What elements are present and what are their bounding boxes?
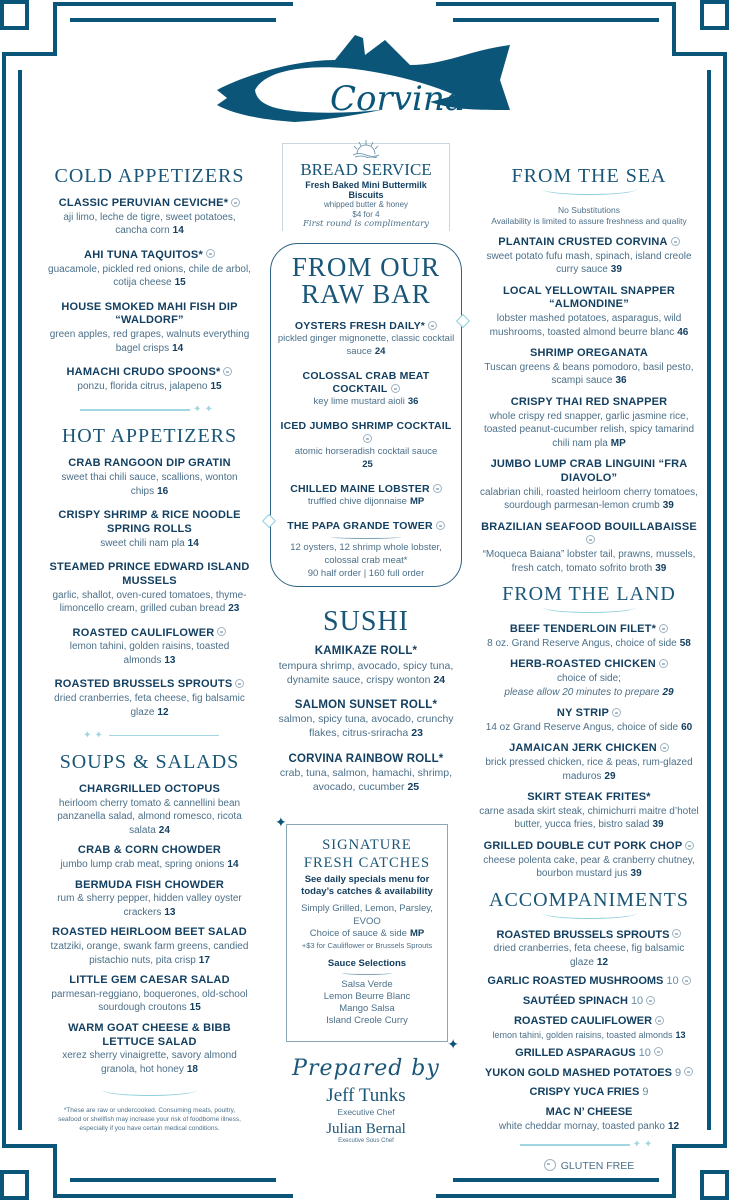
menu-item xyxy=(47,457,252,498)
item-desc: brick pressed chicken, rice & peas, rum-glazed maduros xyxy=(485,757,693,782)
section-title-signature: SIGNATURE FRESH CATCHES xyxy=(303,837,431,871)
menu-item xyxy=(47,561,252,616)
preparation: Simply Grilled, Lemon, Parsley, EVOO xyxy=(301,902,433,927)
frame-line xyxy=(453,1178,659,1182)
item-name: STEAMED PRINCE EDWARD ISLAND MUSSELS xyxy=(49,561,250,587)
menu-item xyxy=(47,844,252,871)
item-desc: Tuscan greens & beans pomodoro, basil pesto, scampi sauce xyxy=(484,361,694,387)
gluten-free-icon xyxy=(684,1067,693,1076)
section-divider xyxy=(47,730,252,741)
item-price: 15 xyxy=(189,1002,201,1014)
gluten-free-icon xyxy=(206,249,215,258)
menu-item xyxy=(268,752,464,795)
item-desc: tzatziki, orange, swank farm greens, candied pistachio nuts, pita crisp xyxy=(50,941,249,966)
sauce-selections-title: Sauce Selections xyxy=(327,958,407,970)
signature-catches-box xyxy=(275,814,459,1052)
item-desc: cheese polenta cake, pear & cranberry chutney, bourbon mustard jus xyxy=(483,854,695,880)
item-desc: rum & sherry pepper, hidden valley oyster crackers xyxy=(57,893,242,918)
gluten-free-icon xyxy=(660,743,669,752)
item-price: 12 xyxy=(157,706,169,718)
item-price: 25 xyxy=(362,459,373,471)
item-desc: guacamole, pickled red onions, chile de arbol, cotija cheese xyxy=(48,263,251,288)
choice-text: Choice of sauce & side xyxy=(309,928,407,940)
sous-chef-role: Executive Sous Chef xyxy=(338,1137,394,1144)
menu-item xyxy=(47,783,252,837)
item-price: MP xyxy=(409,496,425,507)
item-name: GRILLED ASPARAGUS xyxy=(515,1046,636,1059)
diamond-icon xyxy=(262,514,276,528)
item-price: 46 xyxy=(677,326,689,338)
menu-item xyxy=(268,644,464,687)
menu-item xyxy=(478,1015,700,1041)
section-title-raw-bar: FROM OUR RAW BAR xyxy=(291,252,441,310)
menu-item xyxy=(47,627,252,668)
frame-line xyxy=(53,1146,57,1198)
item-price: 16 xyxy=(157,485,169,497)
gluten-free-icon xyxy=(428,321,437,330)
item-price: 24 xyxy=(158,824,170,836)
item-desc: lobster mashed potatoes, asparagus, wild mushrooms, toasted almond beurre blanc xyxy=(489,313,682,338)
menu-item xyxy=(268,698,464,741)
item-desc: calabrian chili, roasted heirloom cherry tomatoes, sourdough parmesan-lemon crumb xyxy=(480,486,698,512)
menu-item xyxy=(47,301,252,356)
section-title-soups-salads: SOUPS & SALADS xyxy=(59,751,240,773)
item-name: ICED JUMBO SHRIMP COCKTAIL xyxy=(280,420,452,432)
item-name: MAC N’ CHEESE xyxy=(545,1106,633,1119)
section-title-from-the-sea: FROM THE SEA xyxy=(511,165,667,187)
svg-text:Corvina: Corvina xyxy=(330,79,465,119)
item-desc: sweet chili nam pla xyxy=(100,537,185,549)
item-desc: green apples, red grapes, walnuts everything bagel crisps xyxy=(49,329,250,354)
section-title-from-the-land: FROM THE LAND xyxy=(502,583,676,606)
menu-item xyxy=(277,483,455,509)
item-name: CRISPY YUCA FRIES xyxy=(529,1086,640,1099)
bread-service-note: First round is complimentary xyxy=(303,219,429,230)
item-desc: carne asada skirt steak, chimichurri maitre d’hotel butter, yucca fries, bistro salad xyxy=(479,805,699,831)
item-name: GARLIC ROASTED MUSHROOMS xyxy=(487,975,664,988)
item-price: 9 xyxy=(642,1086,649,1099)
section-title-cold-appetizers: COLD APPETIZERS xyxy=(54,165,245,187)
menu-item xyxy=(478,1106,700,1133)
gluten-free-icon xyxy=(655,1016,664,1025)
sauce-item: Lemon Beurre Blanc xyxy=(323,991,411,1003)
gluten-free-icon xyxy=(363,434,372,443)
specials-note: See daily specials menu for today’s catches & availability xyxy=(301,874,433,898)
wave-divider xyxy=(102,1090,197,1096)
wave-divider xyxy=(331,535,401,539)
item-price: 14 xyxy=(172,225,184,237)
item-price: 36 xyxy=(615,375,627,387)
gluten-free-icon xyxy=(436,521,445,530)
item-price: 39 xyxy=(655,562,667,574)
item-price: 36 xyxy=(407,396,419,408)
gluten-free-icon xyxy=(671,237,680,246)
gluten-free-icon xyxy=(231,198,240,207)
item-price: 12 xyxy=(596,956,609,968)
item-name: NY STRIP xyxy=(556,707,610,720)
item-desc: 8 oz. Grand Reserve Angus, choice of side xyxy=(487,637,677,649)
menu-item xyxy=(478,840,700,881)
item-price: 10 xyxy=(666,975,679,988)
item-price: 14 xyxy=(187,537,199,549)
item-desc: choice of side; xyxy=(557,673,621,685)
sushi-section xyxy=(268,607,464,794)
frame-line xyxy=(53,2,293,6)
item-name: HAMACHI CRUDO SPOONS* xyxy=(66,366,221,378)
menu-item xyxy=(478,1086,700,1100)
item-price: MP xyxy=(409,928,425,940)
item-price: 12 xyxy=(667,1120,680,1132)
raw-bar-box xyxy=(270,243,462,587)
item-name: AHI TUNA TAQUITOS* xyxy=(84,248,203,261)
menu-item xyxy=(478,285,700,340)
menu-item xyxy=(478,929,700,970)
item-name: ROASTED CAULIFLOWER xyxy=(513,1014,653,1027)
chef-name: Jeff Tunks xyxy=(326,1084,406,1106)
sunrise-icon xyxy=(349,140,383,158)
item-desc: whole crispy red snapper, garlic jasmine rice, toasted peanut-cucumber relish, spicy tamarind chili nam pla xyxy=(483,410,695,449)
corner-square-top-left xyxy=(0,0,29,30)
item-price: 39 xyxy=(630,868,642,880)
item-desc: lemon tahini, golden raisins, toasted almonds xyxy=(492,1029,673,1040)
item-name: SALMON SUNSET ROLL* xyxy=(294,698,438,711)
corner-square-top-right xyxy=(700,0,729,30)
item-desc: heirloom cherry tomato & cannellini bean panzanella salad, almond romesco, ricota salata xyxy=(57,797,242,836)
item-price: 14 xyxy=(227,859,239,870)
frame-line xyxy=(707,70,711,1130)
item-name: CHARGRILLED OCTOPUS xyxy=(78,783,221,795)
item-desc: aji limo, leche de tigre, sweet potatoes, cancha corn xyxy=(63,211,236,237)
menu-item xyxy=(47,678,252,719)
gluten-free-icon xyxy=(223,367,232,376)
item-name: YUKON GOLD MASHED POTATOES xyxy=(484,1066,672,1079)
item-desc: crab, tuna, salmon, hamachi, shrimp, avocado, cucumber xyxy=(279,766,453,794)
item-name: THE PAPA GRANDE TOWER xyxy=(287,519,433,532)
section-title-accompaniments: ACCOMPANIMENTS xyxy=(489,888,689,911)
prepared-by-label: Prepared by xyxy=(292,1055,440,1081)
item-price: 24 xyxy=(433,673,446,686)
item-name: BERMUDA FISH CHOWDER xyxy=(74,878,225,891)
item-name: JAMAICAN JERK CHICKEN xyxy=(509,742,657,755)
menu-item xyxy=(478,658,700,699)
menu-item xyxy=(47,366,252,393)
item-name: LOCAL YELLOWTAIL SNAPPER “ALMONDINE” xyxy=(502,284,676,311)
section-title-hot-appetizers: HOT APPETIZERS xyxy=(61,425,238,448)
sparkle-icon: ✦✦ xyxy=(632,1139,656,1151)
item-desc: jumbo lump crab meat, spring onions xyxy=(60,859,225,870)
frame-line xyxy=(53,2,57,54)
menu-item xyxy=(478,1047,700,1061)
bread-service-subtitle: Fresh Baked Mini Buttermilk Biscuits xyxy=(305,180,427,200)
item-price: 39 xyxy=(610,264,622,276)
item-desc: white cheddar mornay, toasted panko xyxy=(498,1120,665,1132)
item-price: 13 xyxy=(164,654,176,666)
item-desc: pickled ginger mignonette, classic cocktail sauce xyxy=(277,333,455,358)
menu-item xyxy=(47,926,252,967)
section-title-sushi: SUSHI xyxy=(323,606,409,638)
wave-divider xyxy=(542,607,637,613)
menu-item xyxy=(47,197,252,238)
legend-label: GLUTEN FREE xyxy=(560,1160,635,1173)
item-desc: salmon, spicy tuna, avocado, crunchy flakes, citrus-sriracha xyxy=(278,713,454,740)
item-name: JUMBO LUMP CRAB LINGUINI “FRA DIAVOLO” xyxy=(490,458,688,484)
menu-item xyxy=(47,509,252,550)
item-name: ROASTED BRUSSELS SPROUTS xyxy=(54,678,233,691)
item-name: COLOSSAL CRAB MEAT COCKTAIL xyxy=(302,369,430,396)
item-name: CRAB & CORN CHOWDER xyxy=(77,844,222,857)
menu-item xyxy=(277,320,455,359)
item-name: SKIRT STEAK FRITES* xyxy=(527,791,651,804)
sauce-list xyxy=(295,979,439,1027)
gluten-free-icon xyxy=(646,996,655,1005)
item-desc: atomic horseradish cocktail sauce xyxy=(294,446,438,458)
frame-line xyxy=(70,1178,276,1182)
menu-item xyxy=(478,458,700,513)
item-desc: dried cranberries, feta cheese, fig balsamic glaze xyxy=(493,943,685,968)
item-name: CRISPY SHRIMP & RICE NOODLE SPRING ROLLS xyxy=(58,509,241,535)
menu-item-tower xyxy=(277,520,455,581)
item-price: 58 xyxy=(679,637,691,649)
gluten-free-icon xyxy=(586,535,595,544)
item-price: 23 xyxy=(228,603,240,614)
item-name: ROASTED CAULIFLOWER xyxy=(72,626,215,639)
item-name: PLANTAIN CRUSTED CORVINA xyxy=(498,235,668,248)
item-name: WARM GOAT CHEESE & BIBB LETTUCE SALAD xyxy=(68,1021,231,1048)
sea-notes: No Substitutions Availability is limited to assure freshness and quality xyxy=(491,205,687,227)
frame-line xyxy=(2,52,57,56)
menu-item xyxy=(478,975,700,989)
menu-item xyxy=(277,420,455,472)
item-desc: “Moqueca Baiana” lobster tail, prawns, mussels, fresh catch, tomato sofrito broth xyxy=(482,549,696,574)
menu-item xyxy=(478,236,700,277)
item-price: 13 xyxy=(675,1029,686,1040)
menu-item xyxy=(478,347,700,388)
gluten-free-icon xyxy=(544,1159,556,1171)
sauce-item: Mango Salsa xyxy=(339,1002,395,1014)
bread-service-desc: whipped butter & honey xyxy=(323,200,409,209)
menu-item xyxy=(478,995,700,1009)
gluten-free-legend xyxy=(478,1160,700,1172)
corner-square-bottom-left xyxy=(0,1170,29,1200)
item-name: LITTLE GEM CAESAR SALAD xyxy=(69,974,230,986)
item-name: GRILLED DOUBLE CUT PORK CHOP xyxy=(483,839,683,852)
item-desc: dried cranberries, feta cheese, fig balsamic glaze xyxy=(54,693,245,718)
menu-item xyxy=(478,623,700,650)
item-price: 24 xyxy=(374,346,386,358)
frame-line xyxy=(453,18,659,22)
sparkle-icon: ✦✦ xyxy=(83,730,106,741)
bread-service-price: $4 for 4 xyxy=(352,209,380,219)
wave-divider xyxy=(342,971,392,975)
frame-line xyxy=(723,52,727,1148)
menu-item xyxy=(47,974,252,1015)
item-name: CORVINA RAINBOW ROLL* xyxy=(288,752,444,765)
menu-item xyxy=(478,791,700,832)
raw-food-disclaimer: *These are raw or undercooked. Consuming meats, poultry, seafood or shellfish may increase your risk of foodborne illness, especially if you have certain medical conditions. xyxy=(58,1107,241,1133)
gluten-free-icon xyxy=(612,708,621,717)
frame-line xyxy=(672,52,727,56)
gluten-free-icon xyxy=(659,624,668,633)
upcharge-note: +$3 for Cauliflower or Brussels Sprouts xyxy=(301,941,433,951)
corner-square-bottom-right xyxy=(700,1170,729,1200)
item-price: 15 xyxy=(210,380,222,392)
star-icon: ✦ xyxy=(275,814,287,831)
item-name: KAMIKAZE ROLL* xyxy=(314,645,418,658)
item-desc: sweet thai chili sauce, scallions, wonton chips xyxy=(61,472,238,497)
wave-divider xyxy=(542,189,637,195)
frame-line xyxy=(2,52,6,1148)
item-name: SHRIMP OREGANATA xyxy=(529,347,649,360)
frame-line xyxy=(436,1194,676,1198)
menu-item xyxy=(478,742,700,783)
left-column xyxy=(47,165,252,1134)
frame-line xyxy=(436,2,676,6)
item-name: ROASTED HEIRLOOM BEET SALAD xyxy=(52,926,247,939)
gluten-free-icon xyxy=(672,929,681,938)
item-price: 17 xyxy=(198,954,210,966)
item-desc: tempura shrimp, avocado, spicy tuna, dynamite sauce, crispy wonton xyxy=(278,659,454,686)
item-desc: key lime mustard aioli xyxy=(313,396,405,408)
item-desc: truffled chive dijonnaise xyxy=(307,496,407,507)
item-price: MP xyxy=(610,437,626,449)
item-desc: 12 oysters, 12 shrimp whole lobster, colossal crab meat* xyxy=(290,541,442,566)
bread-service-box xyxy=(282,143,450,231)
gluten-free-icon xyxy=(654,1047,663,1056)
item-name: HERB-ROASTED CHICKEN xyxy=(510,658,656,671)
item-price: 10 xyxy=(638,1046,651,1059)
menu-item xyxy=(478,521,700,576)
sous-chef-name: Julian Bernal xyxy=(326,1120,406,1137)
item-price: 14 xyxy=(172,342,184,354)
item-price: 29 xyxy=(662,686,674,698)
frame-line xyxy=(18,70,22,1130)
item-price: 39 xyxy=(662,500,674,512)
item-price: 60 xyxy=(681,721,693,733)
item-price: 25 xyxy=(407,781,420,794)
gluten-free-icon xyxy=(217,627,226,636)
frame-line xyxy=(70,18,276,22)
chef-role: Executive Chef xyxy=(337,1106,395,1117)
gluten-free-icon xyxy=(682,976,691,985)
section-divider xyxy=(47,404,252,415)
item-name: BEEF TENDERLOIN FILET* xyxy=(509,623,657,636)
item-price: 13 xyxy=(164,906,176,918)
item-desc: ponzu, florida citrus, jalapeno xyxy=(77,380,208,392)
frame-line xyxy=(2,1144,57,1148)
menu-item xyxy=(478,396,700,450)
item-price: 10 xyxy=(630,995,644,1008)
item-price: 90 half order | 160 full order xyxy=(307,567,425,579)
item-name: HOUSE SMOKED MAHI FISH DIP “WALDORF” xyxy=(61,300,238,327)
star-icon: ✦ xyxy=(447,1035,459,1052)
diamond-icon xyxy=(456,314,470,328)
item-name: CLASSIC PERUVIAN CEVICHE* xyxy=(58,197,229,209)
item-desc: 14 oz Grand Reserve Angus, choice of side xyxy=(485,721,679,733)
wave-divider xyxy=(542,913,637,919)
menu-item xyxy=(478,1067,700,1081)
item-desc: sweet potato fufu mash, spinach, island creole curry sauce xyxy=(486,250,692,276)
prepared-by xyxy=(268,1056,464,1144)
item-name: CRISPY THAI RED SNAPPER xyxy=(510,395,668,408)
item-desc: xerez sherry vinaigrette, savory almond granola, hot honey xyxy=(62,1050,237,1075)
item-price: 15 xyxy=(174,277,186,288)
sparkle-icon: ✦✦ xyxy=(193,404,216,416)
menu-item xyxy=(478,707,700,734)
sauce-item: Island Creole Curry xyxy=(326,1014,408,1026)
gluten-free-icon xyxy=(685,841,694,850)
gluten-free-icon xyxy=(391,384,400,393)
middle-column xyxy=(268,143,464,1144)
fish-logo-icon xyxy=(215,30,515,130)
menu-item xyxy=(47,249,252,290)
menu-item xyxy=(47,1022,252,1077)
item-desc: lemon tahini, golden raisins, toasted almonds xyxy=(69,641,230,666)
item-price: 9 xyxy=(674,1066,682,1079)
item-name: OYSTERS FRESH DAILY* xyxy=(294,320,426,333)
item-name: ROASTED BRUSSELS SPROUTS xyxy=(496,928,670,941)
corvina-logo xyxy=(215,30,515,130)
bread-service-title: BREAD SERVICE xyxy=(300,160,432,179)
item-note: please allow 20 minutes to prepare xyxy=(504,686,660,698)
section-divider xyxy=(478,1139,700,1150)
item-desc: parmesan-reggiano, boquerones, old-school sourdough croutons xyxy=(51,988,248,1014)
item-name: SAUTÉED SPINACH xyxy=(522,995,628,1008)
gluten-free-icon xyxy=(235,679,244,688)
right-column xyxy=(478,165,700,1172)
item-price: 23 xyxy=(411,727,423,740)
item-price: 18 xyxy=(186,1063,198,1075)
item-desc: garlic, shallot, oven-cured tomatoes, thyme-limoncello cream, grilled cuban bread xyxy=(52,589,247,614)
gluten-free-icon xyxy=(433,484,442,493)
menu-item xyxy=(277,370,455,409)
item-name: CRAB RANGOON DIP GRATIN xyxy=(68,457,231,470)
frame-line xyxy=(53,1194,293,1198)
frame-line xyxy=(672,2,676,54)
item-price: 39 xyxy=(652,819,664,831)
sauce-item: Salsa Verde xyxy=(341,979,393,991)
menu-item xyxy=(47,879,252,920)
gluten-free-icon xyxy=(659,659,668,668)
item-price: 29 xyxy=(604,770,616,782)
item-name: CHILLED MAINE LOBSTER xyxy=(290,482,430,495)
item-name: BRAZILIAN SEAFOOD BOUILLABAISSE xyxy=(481,520,697,533)
